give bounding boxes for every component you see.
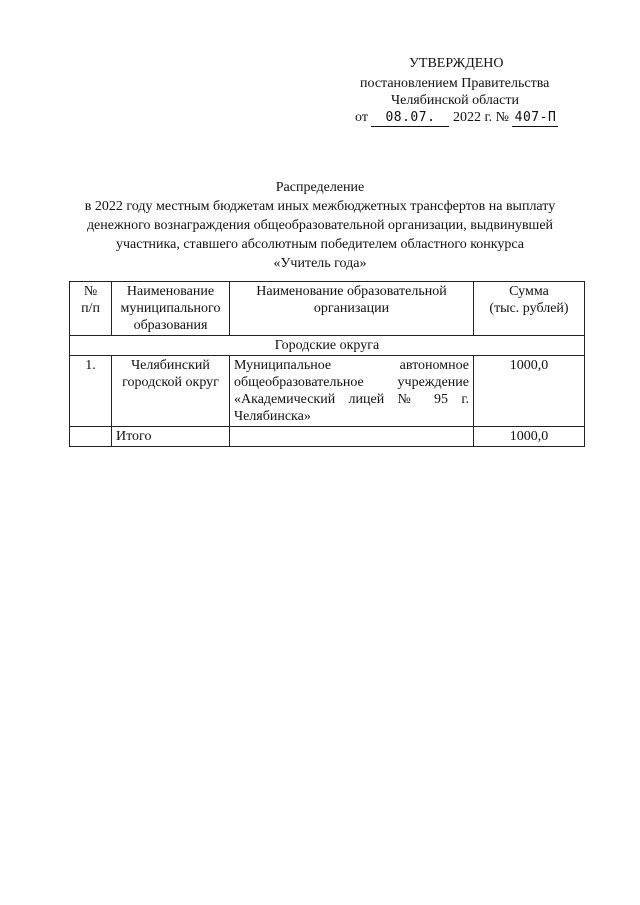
year-text: 2022 г. № [452,110,509,125]
total-row [70,427,585,447]
table-row [70,356,585,427]
total-sum: 1000,0 [474,427,585,447]
subtitle-line: участника, ставшего абсолютным победителем областного конкурса [115,237,525,252]
row-organization-line: общеобразовательное учреждение [234,375,469,390]
row-organization-line: «Академический лицей № 95 г. [234,392,469,407]
table-header-row [70,282,585,336]
date-value: 08.07. [371,110,449,127]
document-title: Распределение [275,180,365,195]
header-organization-line: Наименование образовательной [256,284,447,299]
date-prefix: от [355,110,368,125]
approval-date-line [355,109,558,127]
decree-number: 407-П [512,110,558,127]
section-row [70,336,585,356]
total-label: Итого [112,427,230,447]
row-organization-line: Муниципальное автономное [234,358,469,373]
header-num-line: № [83,284,98,299]
header-sum-line: (тыс. рублей) [489,301,569,316]
header-municipality [112,282,230,336]
header-organization-line: организации [313,301,390,316]
row-municipality [112,356,230,427]
document-title-block [60,178,580,273]
row-organization-line: Челябинска» [234,409,311,424]
distribution-table [69,281,585,447]
subtitle-line: «Учитель года» [273,256,367,271]
section-label: Городские округа [70,336,585,356]
header-num-line: п/п [81,301,100,316]
header-municipality-line: Наименование [126,284,215,299]
approval-title: УТВЕРЖДЕНО [409,56,504,71]
row-municipality-line: Челябинский [131,358,210,373]
row-municipality-line: городской округ [122,375,219,390]
subtitle-line: денежного вознаграждения общеобразовательной организации, выдвинувшей [86,218,554,233]
header-organization [230,282,474,336]
approval-line-2: Челябинской области [391,93,519,108]
row-organization [230,356,474,427]
header-municipality-line: образования [133,318,208,333]
approval-line-1: постановлением Правительства [360,76,550,91]
row-sum: 1000,0 [474,356,585,427]
subtitle-line: в 2022 году местным бюджетам иных межбюджетных трансфертов на выплату [84,199,556,214]
row-num: 1. [70,356,112,427]
header-municipality-line: муниципального [120,301,221,316]
header-sum-line: Сумма [509,284,549,299]
total-empty-cell [230,427,474,447]
total-empty-cell [70,427,112,447]
header-sum [474,282,585,336]
header-num [70,282,112,336]
